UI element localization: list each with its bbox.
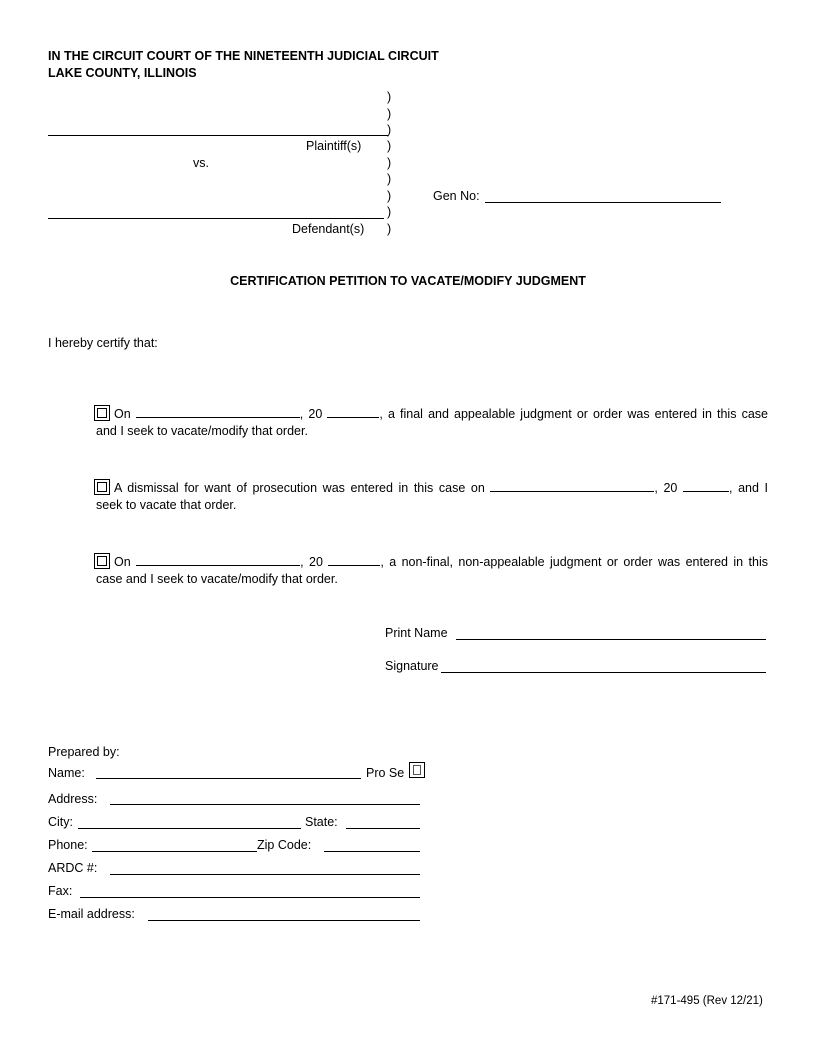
name-field[interactable] [96,778,361,779]
option-3-year-field[interactable] [328,554,380,566]
option-1-date-field[interactable] [136,406,300,418]
email-field[interactable] [148,920,420,921]
caption-paren: ) [387,123,392,137]
plaintiff-label: Plaintiff(s) [306,139,362,153]
form-number: #171-495 (Rev 12/21) [651,995,763,1007]
zip-code-field[interactable] [324,851,420,852]
fax-label: Fax: [48,884,73,898]
option-3-date-field[interactable] [136,554,300,566]
option-1-line2: and I seek to vacate/modify that order. [96,424,308,438]
gen-no-label: Gen No: [433,189,480,203]
address-field[interactable] [110,804,420,805]
option-2-part3: , and I [729,481,768,495]
print-name-label: Print Name [385,626,448,640]
county-name: LAKE COUNTY, ILLINOIS [48,66,197,80]
option-3-line2: case and I seek to vacate/modify that order. [96,572,338,586]
caption-paren: ) [387,172,392,186]
option-3-part3: , a non-final, non-appealable judgment or order was entered in this [380,555,768,569]
prepared-by-heading: Prepared by: [48,745,120,759]
ardc-label: ARDC #: [48,861,98,875]
option-2-year-field[interactable] [683,480,729,492]
option-3-part1: On [114,555,131,569]
option-1-year-field[interactable] [327,406,379,418]
address-label: Address: [48,792,98,806]
caption-paren: ) [387,107,392,121]
phone-label: Phone: [48,838,88,852]
signature-field[interactable] [441,672,766,673]
option-1-part3: , a final and appealable judgment or order was entered in this case [379,407,768,421]
option-1-text [96,406,768,440]
state-label: State: [305,815,338,829]
zip-code-label: Zip Code: [257,838,312,852]
defendant-label: Defendant(s) [292,222,365,236]
city-field[interactable] [78,828,301,829]
plaintiff-name-line[interactable] [48,135,388,136]
gen-no-field[interactable] [485,202,721,203]
caption-paren: ) [387,205,392,219]
option-2-date-field[interactable] [490,480,654,492]
pro-se-checkbox[interactable] [409,762,425,778]
defendant-name-line[interactable] [48,218,384,219]
state-field[interactable] [346,828,420,829]
pro-se-label: Pro Se [366,766,405,780]
option-2-text [96,480,768,514]
print-name-field[interactable] [456,639,766,640]
intro-text: I hereby certify that: [48,336,158,350]
option-2-part2: , 20 [654,481,678,495]
caption-paren: ) [387,189,392,203]
option-1-part2: , 20 [299,407,323,421]
document-title: CERTIFICATION PETITION TO VACATE/MODIFY JUDGMENT [230,274,586,288]
name-label: Name: [48,766,85,780]
caption-paren: ) [387,156,392,170]
email-label: E-mail address: [48,907,135,921]
ardc-field[interactable] [110,874,420,875]
city-label: City: [48,815,73,829]
versus-label: vs. [193,156,209,170]
option-2-part1: A dismissal for want of prosecution was entered in this case on [114,481,485,495]
caption-paren: ) [387,222,392,236]
caption-paren: ) [387,139,392,153]
option-2-line2: seek to vacate that order. [96,498,237,512]
signature-label: Signature [385,659,439,673]
option-3-text [96,554,768,588]
fax-field[interactable] [80,897,420,898]
court-name: IN THE CIRCUIT COURT OF THE NINETEENTH JUDICIAL CIRCUIT [48,49,439,63]
option-3-part2: , 20 [300,555,323,569]
phone-field[interactable] [92,851,257,852]
option-1-part1: On [114,407,131,421]
caption-paren: ) [387,90,392,104]
